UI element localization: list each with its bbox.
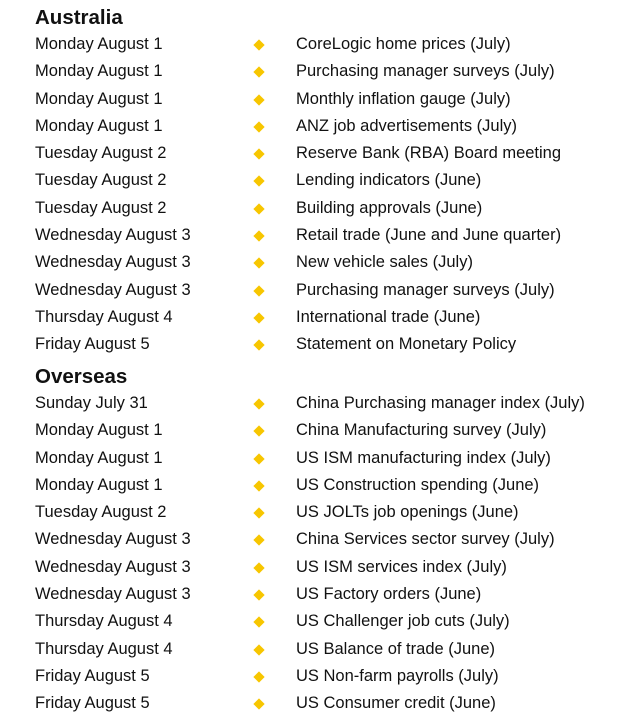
diamond-bullet-icon — [253, 258, 264, 269]
diamond-bullet-icon — [253, 699, 264, 710]
diamond-bullet-icon — [253, 453, 264, 464]
event-name: Lending indicators (June) — [296, 171, 482, 190]
event-date: Monday August 1 — [35, 475, 163, 494]
diamond-bullet-icon — [253, 589, 264, 600]
event-date: Friday August 5 — [35, 666, 150, 685]
event-row — [35, 554, 625, 581]
event-date: Friday August 5 — [35, 694, 150, 713]
event-date: Wednesday August 3 — [35, 253, 191, 272]
event-row — [35, 304, 625, 331]
event-name: US Factory orders (June) — [296, 585, 482, 604]
event-row — [35, 417, 625, 444]
event-name: CoreLogic home prices (July) — [296, 35, 511, 53]
event-date: Wednesday August 3 — [35, 557, 191, 576]
diamond-bullet-icon — [253, 644, 264, 655]
event-row — [35, 167, 625, 194]
diamond-bullet-icon — [253, 617, 264, 628]
event-date: Sunday July 31 — [35, 394, 148, 412]
diamond-bullet-icon — [253, 340, 264, 351]
event-name: US ISM manufacturing index (July) — [296, 448, 551, 467]
diamond-bullet-icon — [253, 312, 264, 323]
diamond-bullet-icon — [253, 285, 264, 296]
event-list-australia — [35, 31, 625, 359]
diamond-bullet-icon — [253, 149, 264, 160]
event-name: China Services sector survey (July) — [296, 530, 555, 549]
event-date: Monday August 1 — [35, 448, 163, 467]
event-date: Monday August 1 — [35, 62, 163, 81]
event-name: Monthly inflation gauge (July) — [296, 89, 511, 108]
event-row — [35, 472, 625, 499]
event-row — [35, 31, 625, 58]
event-date: Monday August 1 — [35, 116, 163, 135]
event-date: Monday August 1 — [35, 35, 163, 53]
event-name: ANZ job advertisements (July) — [296, 116, 517, 135]
event-name: US Construction spending (June) — [296, 475, 540, 494]
event-name: Building approvals (June) — [296, 198, 483, 217]
event-row — [35, 140, 625, 167]
event-name: US Non-farm payrolls (July) — [296, 666, 499, 685]
event-name: US Challenger job cuts (July) — [296, 612, 510, 631]
diamond-bullet-icon — [253, 562, 264, 573]
diamond-bullet-icon — [253, 671, 264, 682]
diamond-bullet-icon — [253, 176, 264, 187]
event-row — [35, 249, 625, 276]
event-name: US JOLTs job openings (June) — [296, 503, 519, 522]
event-name: China Purchasing manager index (July) — [296, 394, 585, 412]
event-row — [35, 195, 625, 222]
section-title-australia: Australia — [35, 6, 123, 29]
event-date: Wednesday August 3 — [35, 226, 191, 245]
event-row — [35, 690, 625, 717]
diamond-bullet-icon — [253, 121, 264, 132]
event-row — [35, 663, 625, 690]
event-date: Tuesday August 2 — [35, 144, 167, 163]
event-name: Retail trade (June and June quarter) — [296, 226, 562, 245]
event-row — [35, 390, 625, 417]
event-name: International trade (June) — [296, 307, 481, 326]
event-row — [35, 222, 625, 249]
section-australia — [35, 5, 625, 359]
event-name: US Consumer credit (June) — [296, 694, 496, 713]
event-date: Wednesday August 3 — [35, 585, 191, 604]
diamond-bullet-icon — [253, 480, 264, 491]
event-row — [35, 86, 625, 113]
event-name: New vehicle sales (July) — [296, 253, 473, 272]
diamond-bullet-icon — [253, 39, 264, 50]
event-name: China Manufacturing survey (July) — [296, 421, 547, 440]
event-list-overseas — [35, 390, 625, 718]
diamond-bullet-icon — [253, 203, 264, 214]
event-row — [35, 331, 625, 358]
event-date: Monday August 1 — [35, 421, 163, 440]
event-date: Tuesday August 2 — [35, 198, 167, 217]
event-name: US ISM services index (July) — [296, 557, 507, 576]
diamond-bullet-icon — [253, 67, 264, 78]
event-row — [35, 608, 625, 635]
event-date: Thursday August 4 — [35, 612, 173, 631]
diamond-bullet-icon — [253, 94, 264, 105]
event-row — [35, 499, 625, 526]
section-title-overseas: Overseas — [35, 365, 128, 388]
event-date: Monday August 1 — [35, 89, 163, 108]
diamond-bullet-icon — [253, 535, 264, 546]
event-date: Friday August 5 — [35, 335, 150, 354]
diamond-bullet-icon — [253, 230, 264, 241]
event-name: US Balance of trade (June) — [296, 639, 496, 658]
event-row — [35, 277, 625, 304]
diamond-bullet-icon — [253, 426, 264, 437]
event-row — [35, 526, 625, 553]
event-row — [35, 581, 625, 608]
diamond-bullet-icon — [253, 508, 264, 519]
diamond-bullet-icon — [253, 398, 264, 409]
event-row — [35, 58, 625, 85]
event-date: Thursday August 4 — [35, 639, 173, 658]
event-row — [35, 636, 625, 663]
section-overseas — [35, 364, 625, 718]
event-name: Reserve Bank (RBA) Board meeting — [296, 144, 562, 163]
event-date: Tuesday August 2 — [35, 503, 167, 522]
event-date: Tuesday August 2 — [35, 171, 167, 190]
event-date: Thursday August 4 — [35, 307, 173, 326]
event-date: Wednesday August 3 — [35, 530, 191, 549]
event-date: Wednesday August 3 — [35, 280, 191, 299]
event-row — [35, 445, 625, 472]
event-name: Statement on Monetary Policy — [296, 335, 517, 354]
event-name: Purchasing manager surveys (July) — [296, 280, 555, 299]
event-name: Purchasing manager surveys (July) — [296, 62, 555, 81]
event-row — [35, 113, 625, 140]
